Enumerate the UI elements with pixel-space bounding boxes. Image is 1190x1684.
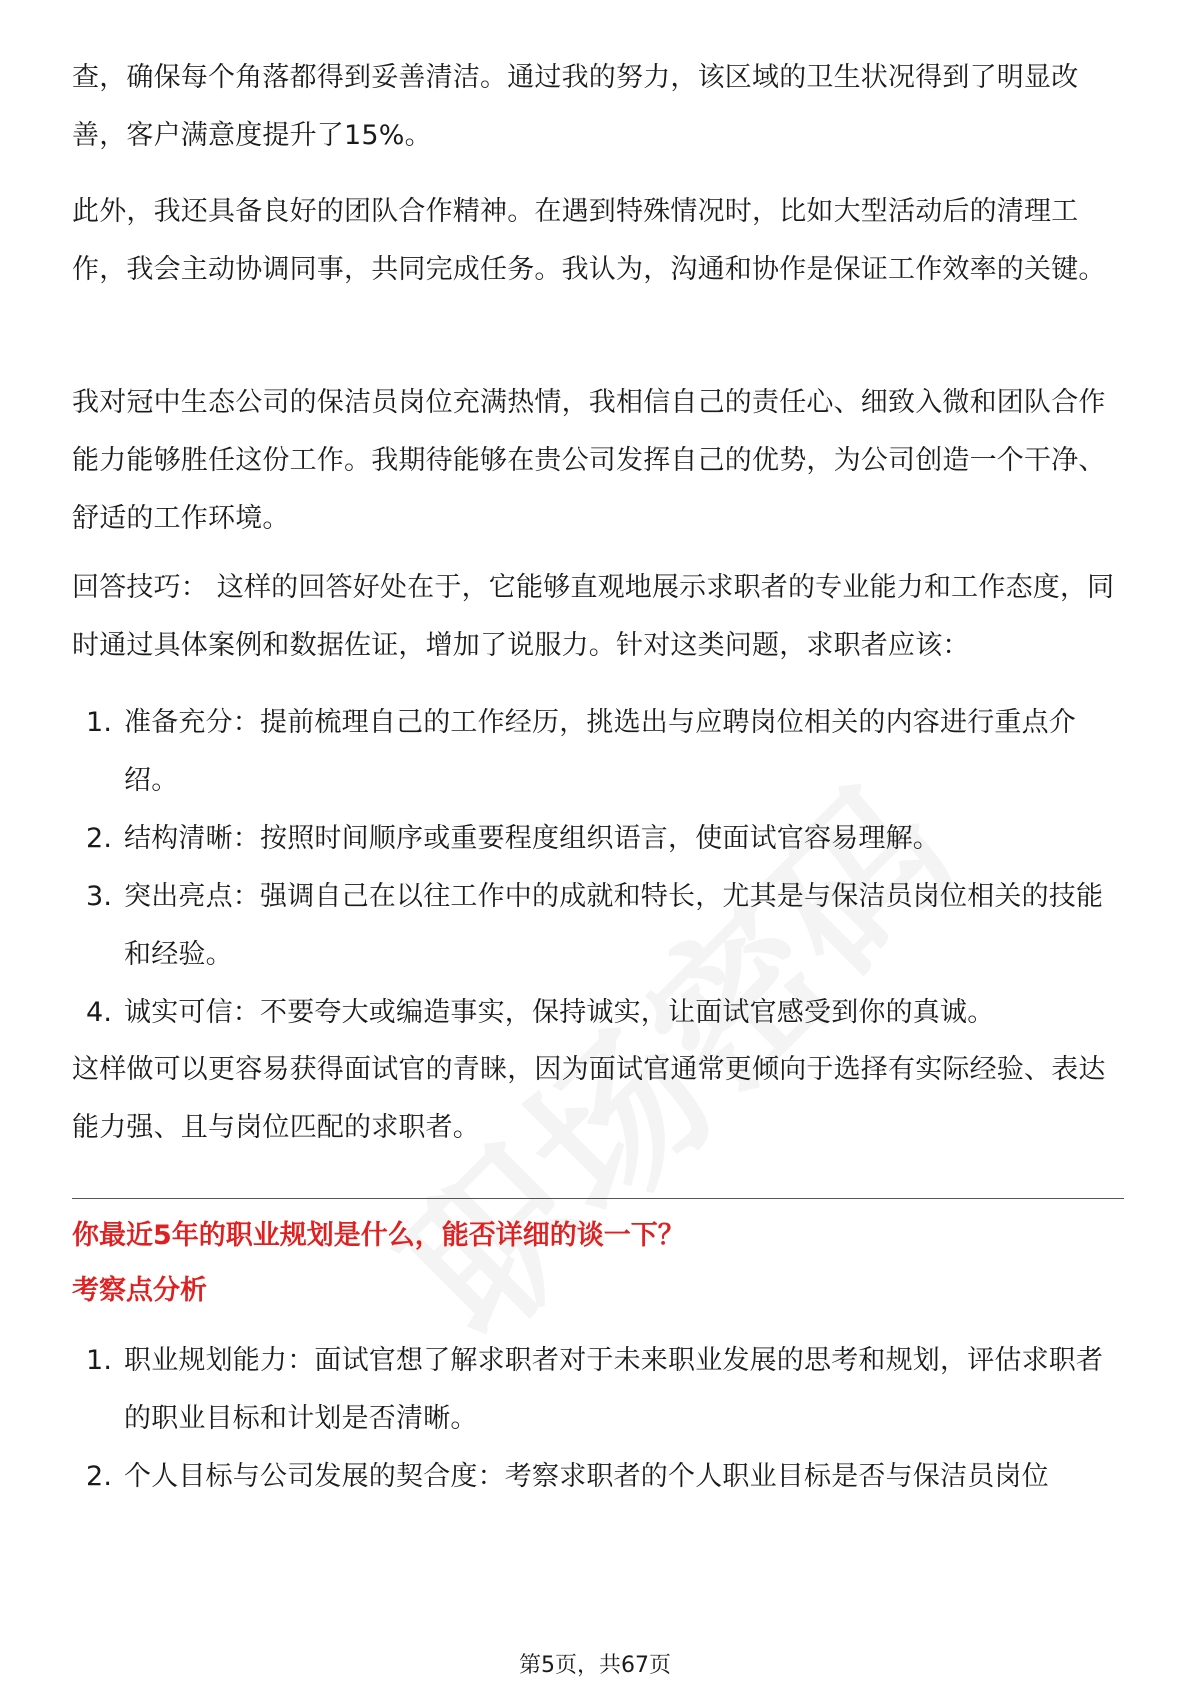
analysis-heading: 考察点分析	[72, 1275, 207, 1306]
section-divider	[72, 1198, 1124, 1199]
list-item: 2. 个人目标与公司发展的契合度：考察求职者的个人职业目标是否与保洁员岗位	[86, 1461, 1049, 1492]
list-item: 3. 突出亮点：强调自己在以往工作中的成就和特长，尤其是与保洁员岗位相关的技能和经验。	[86, 881, 1104, 970]
list-item: 2. 结构清晰：按照时间顺序或重要程度组织语言，使面试官容易理解。	[86, 823, 940, 854]
paragraph-cleaning-result: 查，确保每个角落都得到妥善清洁。通过我的努力，该区域的卫生状况得到了明显改善，客户满意度提升了15%。	[72, 62, 1079, 151]
page-footer: 第5页，共67页	[519, 1653, 671, 1678]
paragraph-enthusiasm: 我对冠中生态公司的保洁员岗位充满热情，我相信自己的责任心、细致入微和团队合作能力能够胜任这份工作。我期待能够在贵公司发挥自己的优势，为公司创造一个干净、舒适的工作环境。	[72, 387, 1106, 534]
paragraph-conclusion: 这样做可以更容易获得面试官的青睐，因为面试官通常更倾向于选择有实际经验、表达能力强、且与岗位匹配的求职者。	[72, 1054, 1106, 1143]
question-heading: 你最近5年的职业规划是什么，能否详细的谈一下？	[72, 1220, 685, 1251]
tips-list	[72, 694, 1124, 1042]
list-item: 4. 诚实可信：不要夸大或编造事实，保持诚实，让面试官感受到你的真诚。	[86, 997, 995, 1028]
paragraph-answer-tips: 回答技巧： 这样的回答好处在于，它能够直观地展示求职者的专业能力和工作态度，同时通过具体案例和数据佐证，增加了说服力。针对这类问题，求职者应该：	[72, 572, 1115, 661]
list-item: 1. 职业规划能力：面试官想了解求职者对于未来职业发展的思考和规划，评估求职者的职业目标和计划是否清晰。	[86, 1345, 1104, 1434]
analysis-list	[72, 1332, 1124, 1506]
paragraph-teamwork: 此外，我还具备良好的团队合作精神。在遇到特殊情况时，比如大型活动后的清理工作，我会主动协调同事，共同完成任务。我认为，沟通和协作是保证工作效率的关键。	[72, 196, 1106, 285]
list-item: 1. 准备充分：提前梳理自己的工作经历，挑选出与应聘岗位相关的内容进行重点介绍。	[86, 707, 1076, 796]
